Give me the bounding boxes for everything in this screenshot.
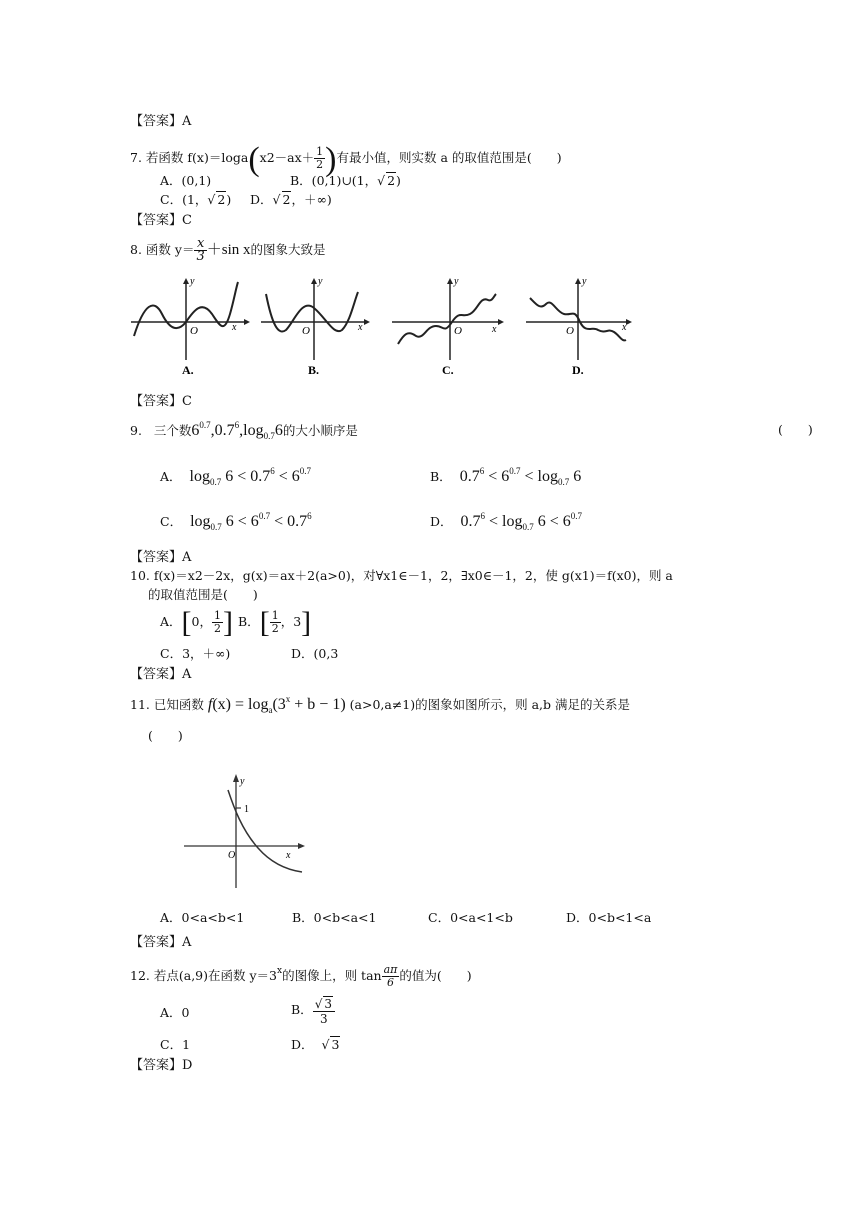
- option-b: B． $0.7^6 < 6^{0.7} < \log_{0.7} 6$: [430, 466, 582, 487]
- svg-text:x: x: [232, 322, 237, 333]
- fraction: $\frac{1}{2}$: [316, 145, 324, 171]
- svg-text:D.: D.: [572, 363, 584, 377]
- svg-text:y: y: [582, 276, 587, 287]
- graph-a: [131, 276, 250, 377]
- stem-math: $6^{0.7},0.7^6,\log_{0.7}6$: [191, 420, 283, 441]
- answer-line-q12: 【答案】D: [130, 1058, 193, 1073]
- option-d: D．0<b<1<a: [566, 910, 652, 925]
- stem-math: f: [207, 696, 213, 713]
- svg-text:C.: C.: [442, 363, 454, 377]
- option-b: B．(0,1)∪(1，√ 2): [290, 173, 401, 188]
- option-c: C．(1，√ 2): [160, 192, 232, 207]
- fraction: $\frac{x}{3}$: [196, 236, 205, 264]
- svg-text:y: y: [454, 276, 459, 287]
- answer-line-q6: [130, 110, 191, 129]
- option-d: D．(0,3: [291, 646, 339, 661]
- answer-line-q9: 【答案】A: [130, 550, 192, 565]
- svg-text:y: y: [240, 776, 245, 787]
- question-11-stem: 11. 已知函数 $f(x) = \log_a(3^x + b - 1)$ (a>0,a≠1)的图象如图所示，则 a,b 满足的关系是: [130, 694, 631, 715]
- question-9-stem: 9. 三个数$6^{0.7},0.7^6,\log_{0.7}6$的大小顺序是: [130, 420, 358, 441]
- option-a: A．0<a<b<1: [160, 910, 245, 925]
- answer-line-q10: 【答案】A: [130, 667, 192, 682]
- option-c: C．3，＋∞): [160, 646, 231, 661]
- graph-b: [261, 276, 370, 377]
- question-10-line1: 10. f(x)＝x2－2x，g(x)＝ax＋2(a>0)，对∀x1∈－1，2，∃x0∈－1，2，使 g(x1)＝f(x0)，则 a: [130, 568, 673, 583]
- option-d: D． $0.7^6 < \log_{0.7} 6 < 6^{0.7}$: [430, 511, 583, 532]
- answer-paren: ( ): [148, 728, 183, 743]
- option-d: D．√ 2，＋∞): [250, 192, 332, 207]
- svg-text:O: O: [302, 325, 310, 337]
- answer-label: 【答案】: [130, 114, 183, 129]
- option-b: B．0<b<a<1: [292, 910, 377, 925]
- option-d: D． √ 3: [291, 1037, 340, 1052]
- option-c: C． $\log_{0.7} 6 < 6^{0.7} < 0.7^6$: [160, 511, 312, 532]
- graph-d: [526, 276, 632, 377]
- question-8-stem: 8. 函数 y＝ $\frac{x}{3}$ ＋sin x的图象大致是: [130, 236, 326, 264]
- question-12-stem: 12. 若点(a,9)在函数 $y=3^x$的图像上，则 tan $\frac{a\pi}{6}$ 的值为( ): [130, 963, 472, 989]
- big-bracket-right: ): [325, 141, 337, 178]
- svg-text:x: x: [286, 850, 291, 861]
- svg-text:A.: A.: [182, 363, 194, 377]
- big-bracket-left: (: [248, 141, 260, 178]
- svg-text:x: x: [358, 322, 363, 333]
- svg-text:O: O: [566, 325, 574, 337]
- option-a: A．[0， $\frac{1}{2}$ ]: [160, 606, 233, 639]
- stem-text: 若函数 f(x)＝loga: [145, 150, 249, 165]
- fraction: $\frac{a\pi}{6}$: [383, 963, 398, 989]
- option-a: A． $\log_{0.7} 6 < 0.7^6 < 6^{0.7}$: [160, 466, 312, 487]
- svg-text:O: O: [454, 325, 462, 337]
- question-10-line2: 的取值范围是( ): [148, 587, 258, 602]
- svg-text:1: 1: [244, 804, 249, 815]
- svg-text:O: O: [190, 325, 198, 337]
- option-a: A．(0,1): [160, 173, 212, 188]
- option-b: B．[ $\frac{1}{2}$ ，3]: [238, 606, 312, 639]
- answer-line-q11: 【答案】A: [130, 935, 192, 950]
- svg-text:x: x: [622, 322, 627, 333]
- answer-line-q7: 【答案】C: [130, 213, 192, 228]
- option-c: C．0<a<1<b: [428, 910, 513, 925]
- stem-math: x2－ax＋: [259, 150, 315, 165]
- q11-graph: [178, 768, 308, 892]
- stem-text: 有最小值，则实数 a 的取值范围是( ): [336, 150, 562, 165]
- svg-text:y: y: [318, 276, 323, 287]
- graph-c: [392, 276, 504, 377]
- q8-graph-options: [126, 274, 636, 379]
- svg-text:y: y: [190, 276, 195, 287]
- answer-line-q8: 【答案】C: [130, 394, 192, 409]
- answer-value: A: [182, 114, 192, 129]
- option-b: B． $\frac{√ 3}{3}$: [291, 990, 335, 1030]
- option-c: C．1: [160, 1037, 191, 1052]
- svg-text:x: x: [492, 324, 497, 335]
- answer-paren: ( ): [778, 422, 813, 437]
- svg-text:O: O: [228, 850, 236, 861]
- option-a: A．0: [160, 1005, 190, 1020]
- question-number: 7.: [130, 150, 142, 165]
- svg-text:B.: B.: [308, 363, 320, 377]
